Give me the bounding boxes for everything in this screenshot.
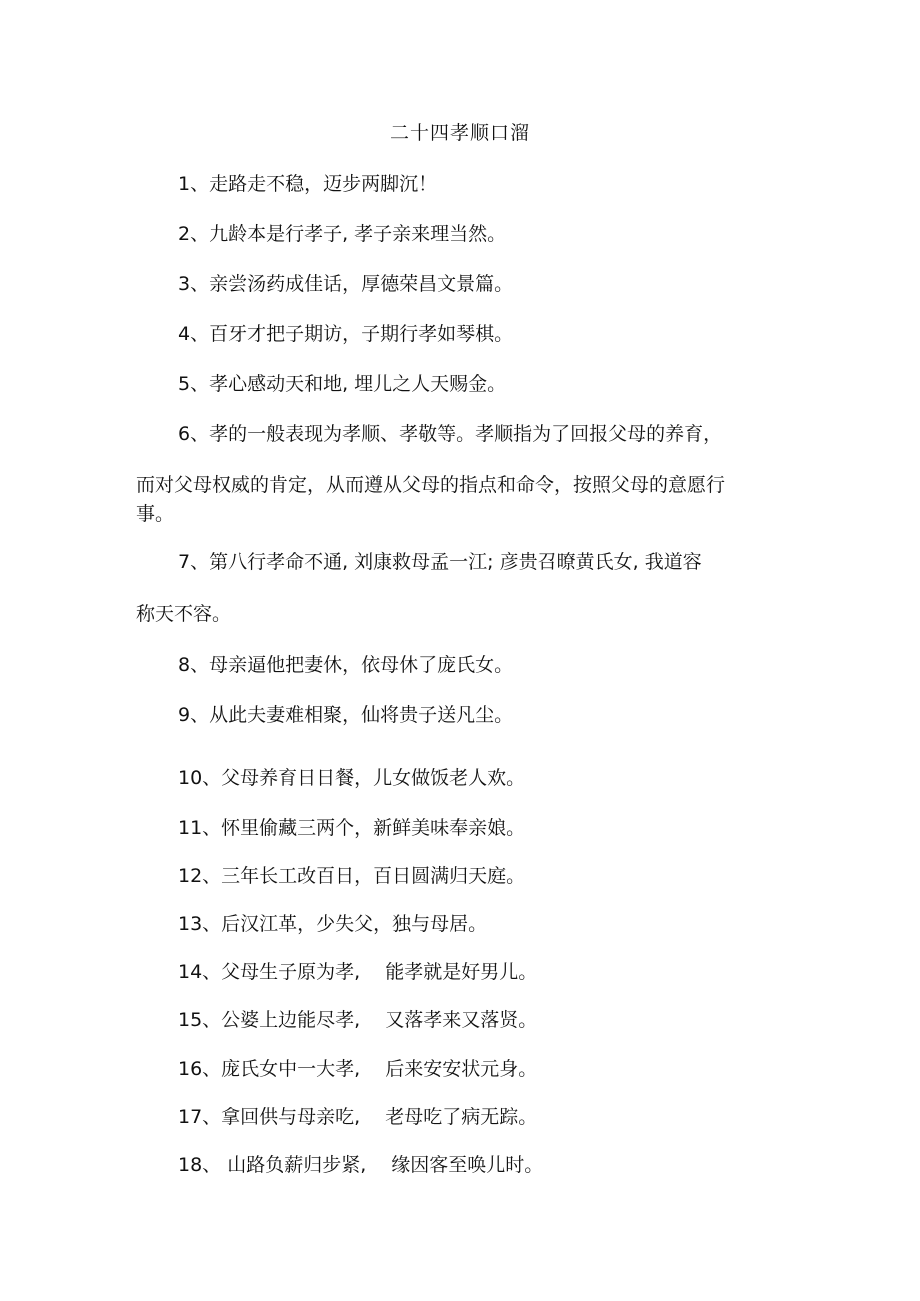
verse-line-8: 8、母亲逼他把妻休，依母休了庞氏女。 (178, 654, 514, 676)
verse-line-9: 9、从此夫妻难相聚，仙将贵子送凡尘。 (178, 704, 514, 726)
verse-line-16: 16、庞氏女中一大孝, 后来安安状元身。 (178, 1058, 538, 1080)
verse-line-11: 11、怀里偷藏三两个，新鲜美味奉亲娘。 (178, 817, 526, 839)
verse-line-6-end: 事。 (136, 503, 175, 525)
verse-line-10: 10、父母养育日日餐，儿女做饭老人欢。 (178, 767, 526, 789)
verse-line-6-cont: 而对父母权威的肯定，从而遵从父母的指点和命令，按照父母的意愿行 (136, 474, 726, 496)
verse-line-14: 14、父母生子原为孝, 能孝就是好男儿。 (178, 961, 538, 983)
verse-line-18: 18、 山路负薪归步紧, 缘因客至唤儿时。 (178, 1154, 544, 1176)
verse-line-7-cont: 称天不容。 (136, 603, 232, 625)
verse-line-2: 2、九龄本是行孝子, 孝子亲来理当然。 (178, 223, 507, 245)
verse-line-1: 1、走路走不稳，迈步两脚沉！ (178, 173, 438, 195)
document-title: 二十四孝顺口溜 (389, 122, 530, 144)
verse-line-3: 3、亲尝汤药成佳话，厚德荣昌文景篇。 (178, 273, 514, 295)
verse-line-6: 6、孝的一般表现为孝顺、孝敬等。孝顺指为了回报父母的养育， (178, 423, 723, 445)
verse-line-17: 17、拿回供与母亲吃, 老母吃了病无踪。 (178, 1106, 538, 1128)
verse-line-5: 5、孝心感动天和地, 埋儿之人天赐金。 (178, 373, 507, 395)
verse-line-12: 12、三年长工改百日，百日圆满归天庭。 (178, 865, 526, 887)
verse-line-13: 13、后汉江革，少失父，独与母居。 (178, 913, 488, 935)
verse-line-15: 15、公婆上边能尽孝, 又落孝来又落贤。 (178, 1009, 538, 1031)
verse-line-4: 4、百牙才把子期访，子期行孝如琴棋。 (178, 323, 514, 345)
verse-line-7: 7、第八行孝命不通, 刘康救母孟一江; 彦贵召暸黄氏女, 我道容 (178, 551, 702, 573)
